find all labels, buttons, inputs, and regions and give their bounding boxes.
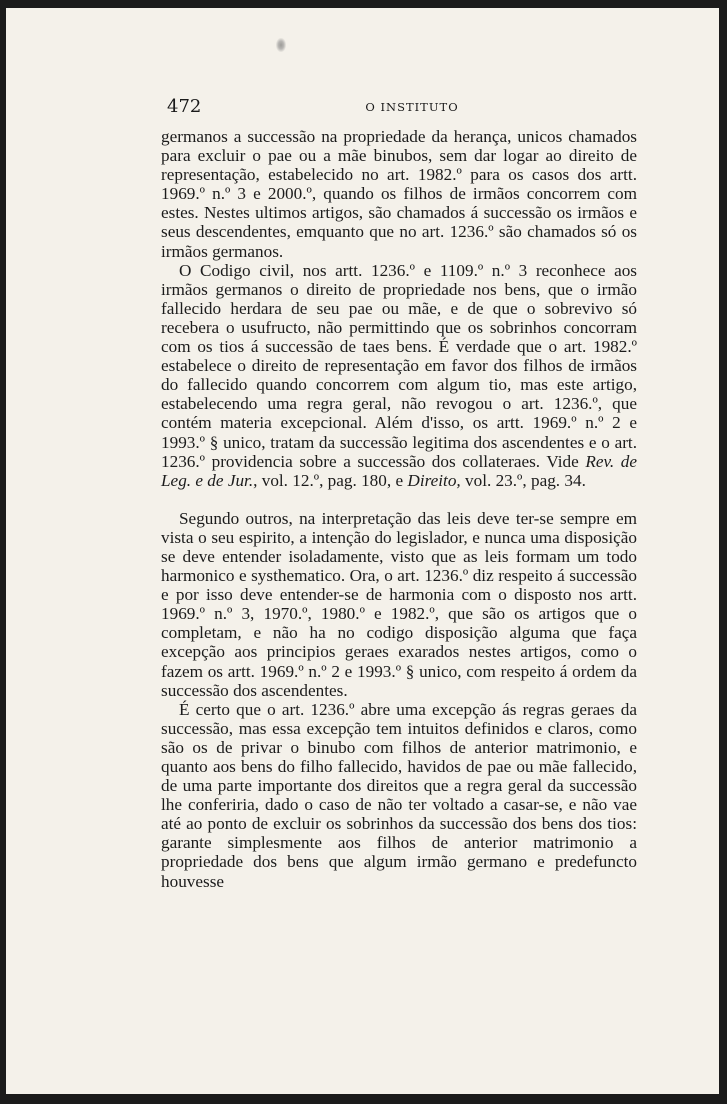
citation-direito-ref: vol. 23.º, pag. 34.	[460, 470, 586, 490]
page-header	[167, 96, 657, 120]
ink-blot	[276, 38, 286, 52]
citation-rev-title: Rev. de Leg. e de Jur.	[161, 451, 638, 490]
page-number: 472	[167, 96, 202, 117]
paragraph-1: germanos a successão na propriedade da herança, unicos chamados para excluir o pae ou a mãe binubos, sem dar logar ao direito de representação, estabelecido no art. 1982.º para os casos dos artt. 1969.º n.º 3 e 2000.º, quando os filhos de irmãos concorrem com estes. Nestes ultimos artigos, são chamados á successão os irmãos e seus descendentes, emquanto que no art. 1236.º são chamados só os irmãos germanos.	[161, 127, 637, 261]
citation-prefix: Vide	[546, 451, 586, 471]
running-title: O INSTITUTO	[365, 100, 459, 114]
citation-rev-ref: , vol. 12.º, pag. 180, e	[253, 470, 408, 490]
paragraph-2	[161, 261, 637, 490]
paragraph-4: É certo que o art. 1236.º abre uma excepção ás regras geraes da successão, mas essa excepção tem intuitos definidos e claros, como são os de privar o binubo com filhos de anterior matrimonio, e quanto aos bens do filho fallecido, havidos de pae ou mãe fallecido, de uma parte importante dos direitos que a regra geral da successão lhe conferiria, dado o caso de não ter voltado a casar-se, e não vae até ao ponto de excluir os sobrinhos da successão dos bens dos tios: garante simplesmente aos filhos de anterior matrimonio a propriedade dos bens que algum irmão germano e predefuncto houvesse	[161, 699, 637, 891]
body-text	[161, 127, 637, 891]
paragraph-3: Segundo outros, na interpretação das leis deve ter-se sempre em vista o seu espirito, a intenção do legislador, e nunca uma disposição se deve entender isoladamente, visto que as leis formam um todo harmonico e systhematico. Ora, o art. 1236.º diz respeito á successão e por isso deve entender-se de harmonia com o disposto nos artt. 1969.º n.º 3, 1970.º, 1980.º e 1982.º, que são os artigos que o completam, e não ha no codigo disposição alguma que faça excepção aos principios geraes exarados nestes artigos, como o fazem os artt. 1969.º n.º 2 e 1993.º § unico, com respeito á ordem da successão dos ascendentes.	[161, 508, 637, 700]
paragraph-2-text: O Codigo civil, nos artt. 1236.º e 1109.º n.º 3 reconhece aos irmãos germanos o direito de propriedade nos bens, que o irmão fallecido herdara de seu pae ou mãe, e de que o sobrevivo só recebera o usufructo, não permittindo que os sobrinhos concorram com os tios á successão de taes bens. É verdade que o art. 1982.º estabelece o direito de representação em favor dos filhos de irmãos do fallecido quando concorrem com algum tio, mas este artigo, estabelecendo uma regra geral, não revogou o art. 1236.º, que contém materia excepcional. Além d'isso, os artt. 1969.º n.º 2 e 1993.º § unico, tratam da successão legitima dos ascendentes e o art. 1236.º providencia sobre a successão dos collateraes.	[161, 260, 637, 471]
citation-direito-title: Direito,	[407, 470, 461, 490]
